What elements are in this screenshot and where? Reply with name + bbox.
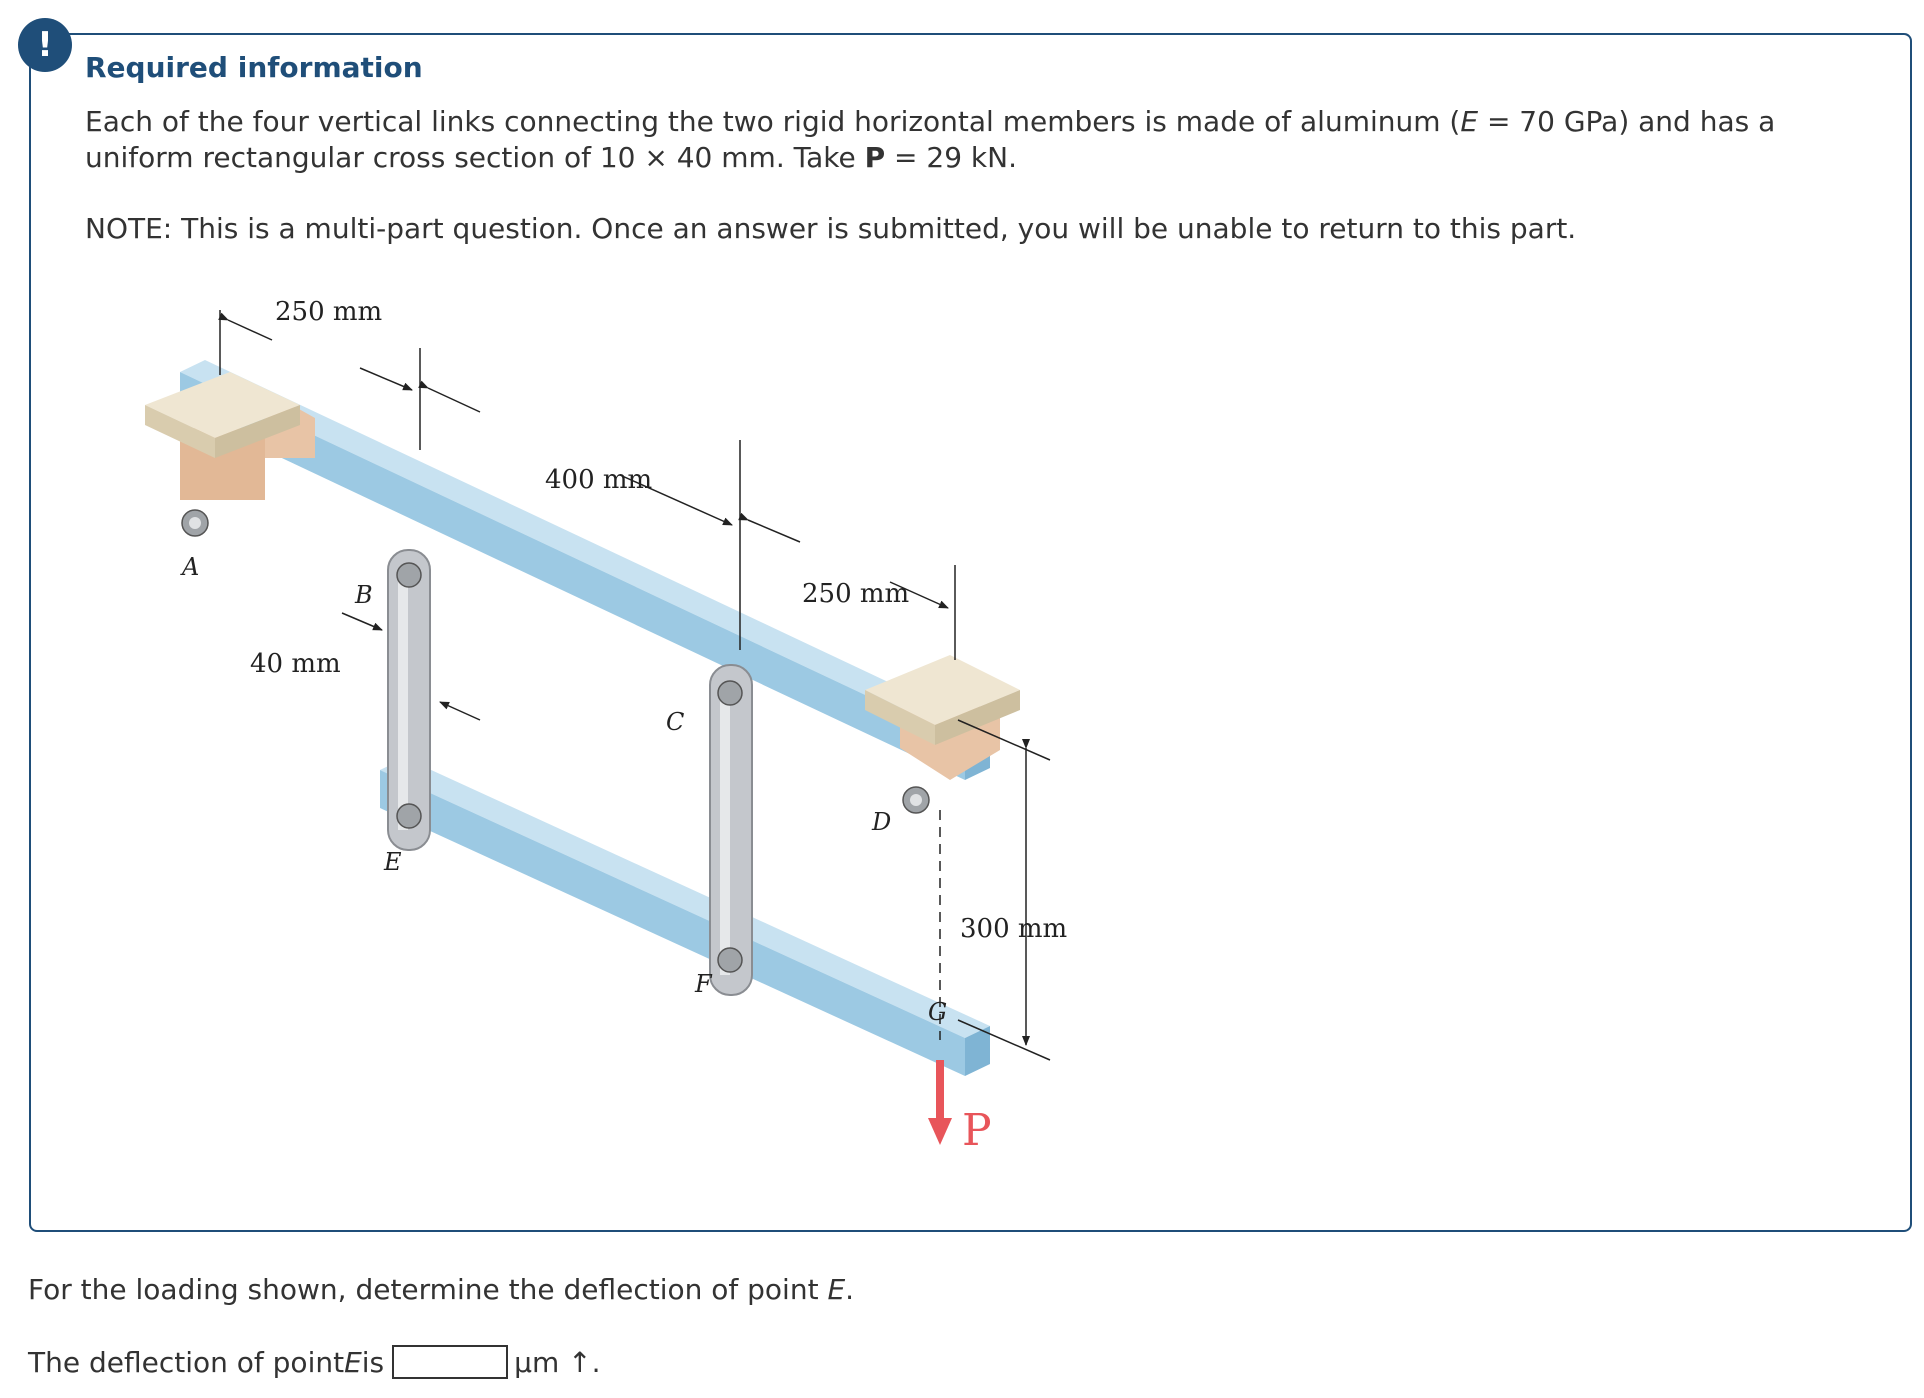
alert-icon: ! bbox=[18, 18, 72, 72]
lower-beam bbox=[380, 758, 990, 1076]
label-G: G bbox=[928, 998, 948, 1026]
problem-text-1: Each of the four vertical links connecting the two rigid horizontal members is made of aluminum ( bbox=[85, 105, 1461, 138]
load-symbol: P bbox=[864, 141, 886, 174]
answer-unit: μm ↑. bbox=[514, 1345, 601, 1379]
answer-point-E: E bbox=[344, 1345, 362, 1379]
link-CF bbox=[710, 665, 752, 995]
label-P: P bbox=[962, 1105, 992, 1156]
question-period: . bbox=[845, 1273, 855, 1306]
question-prompt bbox=[28, 1273, 854, 1306]
question-point-E: E bbox=[827, 1273, 846, 1306]
dimension-40mm: 40 mm bbox=[250, 649, 341, 679]
dimension-250mm-right: 250 mm bbox=[802, 579, 910, 609]
rigid-members-figure bbox=[110, 297, 1110, 1180]
multipart-note: NOTE: This is a multi-part question. Once an answer is submitted, you will be unable to return to this part. bbox=[85, 212, 1577, 245]
answer-prefix-is: is bbox=[361, 1345, 385, 1379]
dimension-250mm-left: 250 mm bbox=[275, 297, 383, 327]
modulus-symbol: E bbox=[1460, 105, 1479, 138]
label-C: C bbox=[666, 708, 685, 736]
link-BE bbox=[388, 550, 430, 850]
load-arrow-P bbox=[928, 1060, 952, 1145]
label-B: B bbox=[355, 581, 373, 609]
dimension-400mm: 400 mm bbox=[545, 465, 653, 495]
question-text: For the loading shown, determine the deflection of point bbox=[28, 1273, 828, 1306]
problem-statement bbox=[85, 104, 1845, 176]
dimension-300mm: 300 mm bbox=[960, 914, 1068, 944]
answer-prefix: The deflection of point bbox=[28, 1345, 345, 1379]
support-A bbox=[145, 372, 315, 536]
answer-row bbox=[28, 1345, 601, 1379]
label-D: D bbox=[872, 808, 892, 836]
label-A: A bbox=[182, 553, 200, 581]
label-E: E bbox=[384, 848, 402, 876]
label-F: F bbox=[695, 970, 712, 998]
info-title: Required information bbox=[85, 51, 423, 84]
problem-text-2: = 70 GPa) and has a uniform rectangular cross section of 10 × 40 mm. Take bbox=[85, 105, 1776, 174]
deflection-answer-input[interactable] bbox=[392, 1345, 508, 1379]
problem-text-3: = 29 kN. bbox=[885, 141, 1017, 174]
